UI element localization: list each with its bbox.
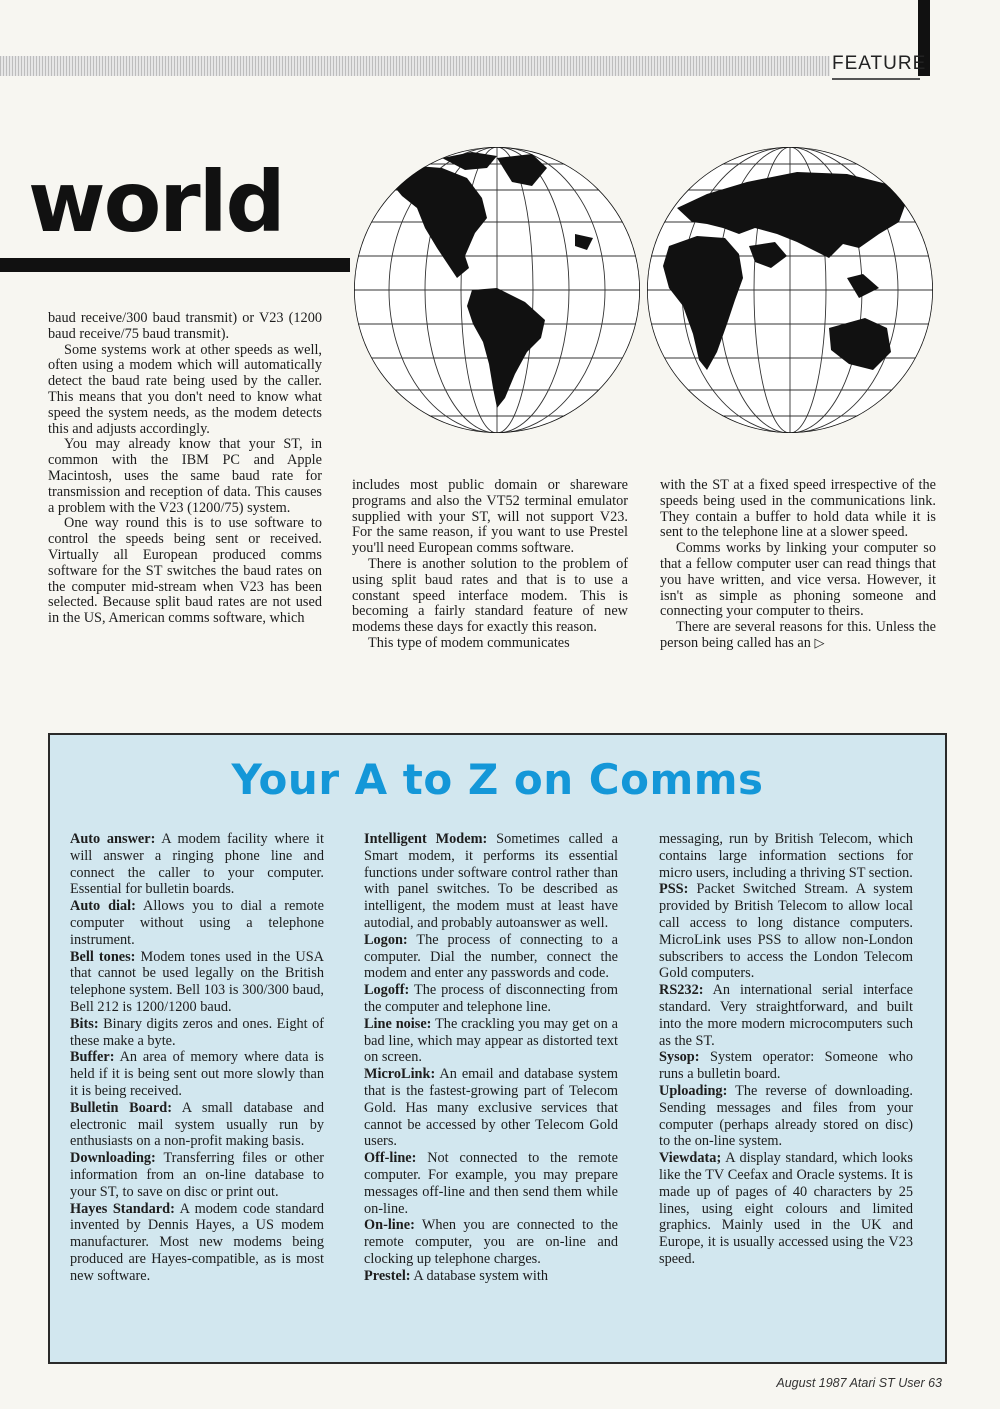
glossary-term: On-line: [364,1217,415,1234]
glossary-term: RS232: [659,982,704,999]
paragraph-text: There are several reasons for this. Unless the person being called has an [660,619,936,651]
article-column-1 [48,311,322,627]
glossary-term: Bell tones: [70,948,136,965]
headline-bar [0,258,350,272]
paragraph: includes most public domain or shareware programs and also the VT52 terminal emulator supplied with your ST, will not support V23. For the same reason, if you want to use Prestel you'll need European comms software. [352,477,628,557]
glossary-definition: Transferring files or other information from an on-line database to your ST, to save on disc or print out. [70,1150,324,1200]
glossary-entry [70,1201,324,1285]
western-hemisphere-globe [347,147,647,433]
glossary-entry [70,1150,324,1200]
glossary-definition: Allows you to dial a remote computer without using a telephone instrument. [70,898,324,948]
glossary-entry [659,881,913,982]
paragraph: This type of modem communicates [368,634,570,651]
glossary-entry [364,1066,618,1150]
glossary-entry [364,1217,618,1267]
glossary-entry [70,831,324,898]
glossary-entry [70,949,324,1016]
eastern-hemisphere-globe [642,147,937,433]
glossary-entry [364,1150,618,1217]
section-underline [832,78,920,80]
page-footer: August 1987 Atari ST User 63 [776,1376,942,1390]
paragraph: Some systems work at other speeds as well, often using a modem which will automatically detect the baud rate being used by the caller. This means that you don't need to know what speed the system needs, as the modem detects this and adjusts accordingly. [48,341,322,437]
glossary-definition: A display standard, which looks like the TV Ceefax and Oracle systems. It is made up of pages of 40 characters by 25 lines, using eight colours and limited graphics. Mainly used in the UK and Europe, it is usually accessed using the V23 speed. [659,1150,913,1267]
glossary-column-2 [364,831,618,1285]
glossary-term: MicroLink: [364,1066,436,1083]
glossary-term: Bulletin Board: [70,1099,172,1116]
glossary-definition: Not connected to the remote computer. For example, you may prepare messages off-line and then send them while on-line. [364,1150,618,1217]
glossary-definition: Binary digits zeros and ones. Eight of these make a byte. [70,1015,324,1049]
paragraph: You may already know that your ST, in common with the IBM PC and Apple Macintosh, uses the same baud rate for transmission and reception of data. This causes a problem with the V23 (1200/75) system. [48,436,322,516]
glossary-term: Intelligent Modem: [364,831,488,847]
glossary-definition: An international serial interface standard. Very straightforward, and built into the more modern microcomputers such as the ST. [659,982,913,1049]
glossary-entry [659,1049,913,1083]
glossary-entry [70,898,324,948]
glossary-term: Auto dial: [70,898,136,915]
paragraph [660,620,936,652]
continue-arrow-icon: ▷ [814,635,825,651]
glossary-definition: The crackling you may get on a bad line, which may appear as distorted text on screen. [364,1015,618,1066]
glossary-term: Uploading: [659,1082,728,1099]
glossary-term: Viewdata; [659,1150,722,1167]
glossary-term: PSS: [659,881,689,898]
glossary-entry [364,1016,618,1066]
glossary-definition: A modem code standard invented by Dennis Hayes, a US modem manufacturer. Most new modems being produced are Hayes-compatible, as is most new software. [70,1200,324,1284]
glossary-entry [659,1083,913,1150]
glossary-definition: Sometimes called a Smart modem, it performs its essential functions under software control rather than with panel switches. To be described as intelligent, the modem must at least have autodial, and probably autoanswer as well. [364,831,618,931]
glossary-definition: Modem tones used in the USA that cannot be used legally on the British telephone system. Bell 103 is 300/300 baud, Bell 212 is 1200/1200 baud. [70,948,324,1015]
glossary-definition: A modem facility where it will answer a ringing phone line and connect the caller to your computer. Essential for bulletin boards. [70,831,324,898]
glossary-entry [70,1100,324,1150]
section-label: FEATURE [832,53,927,74]
glossary-column-3 [659,831,913,1268]
glossary-definition: An area of memory where data is held if it is being sent out more slowly than it is being received. [70,1049,324,1099]
article-column-2 [352,478,628,652]
glossary-term: Auto answer: [70,831,156,847]
glossary-definition: Packet Switched Stream. A system provided by British Telecom to allow local call access to long distance computers. MicroLink uses PSS to allow non-London subscribers to access the London Telecom Gold computers. [659,881,913,982]
world-globes-illustration [347,138,937,438]
glossary-definition: When you are connected to the remote computer, you are on-line and clocking up telephone charges. [364,1217,618,1267]
glossary-term: Logon: [364,931,408,948]
glossary-definition: An email and database system that is the fastest-growing part of Telecom Gold. Has many exclusive services that cannot be accessed by other Telecom Gold users. [364,1066,618,1150]
glossary-term: Prestel: [364,1267,411,1284]
glossary-entry [70,1049,324,1099]
paragraph: One way round this is to use software to control the speeds being sent or received. Virtually all European produced comms software for the ST switches the baud rates on the computer mid-stream when V23 has been selected. Because split baud rates are not used in the US, American comms software, which [48,515,322,627]
paragraph: There is another solution to the problem of using split baud rates and that is to use a constant speed interface modem. This is becoming a fairly standard feature of new modems these days for exactly this reason. [352,555,628,636]
glossary-term: Buffer: [70,1049,115,1066]
glossary-term: Line noise: [364,1015,432,1032]
glossary-term: Downloading: [70,1150,156,1167]
glossary-entry [70,1016,324,1050]
glossary-title: Your A to Z on Comms [231,755,764,804]
glossary-definition: The process of connecting to a computer. Dial the number, connect the modem and enter any passwords and code. [364,931,618,982]
glossary-term: Logoff: [364,982,410,999]
glossary-definition: System operator: Someone who runs a bulletin board. [659,1049,913,1083]
glossary-entry [659,1150,913,1268]
glossary-entry [659,831,913,881]
glossary-definition: A database system with [410,1267,548,1284]
glossary-entry [364,982,618,1016]
glossary-definition: messaging, run by British Telecom, which contains large information sections for micro users, including a thriving ST section. [659,831,913,881]
glossary-term: Off-line: [364,1150,417,1167]
glossary-term: Sysop: [659,1049,700,1066]
paragraph: with the ST at a fixed speed irrespective of the speeds being used in the communications link. They contain a buffer to hold data while it is sent to the telephone line at a slower speed. [660,477,936,541]
glossary-definition: The process of disconnecting from the computer and telephone line. [364,982,618,1015]
paragraph: baud receive/300 baud transmit) or V23 (1200 baud receive/75 baud transmit). [48,310,322,342]
glossary-definition: The reverse of downloading. Sending messages and files from your computer (perhaps already stored on disc) to the on-line system. [659,1082,913,1150]
glossary-entry [364,831,618,932]
glossary-entry [364,932,618,982]
headline: world [28,153,284,251]
header-band [0,56,830,76]
article-column-3 [660,478,936,652]
glossary-term: Bits: [70,1015,99,1032]
glossary-entry [364,1268,618,1285]
glossary-term: Hayes Standard: [70,1200,175,1217]
glossary-entry [659,982,913,1049]
glossary-column-1 [70,831,324,1285]
glossary-definition: A small database and electronic mail system usually run by enthusiasts on a non-profit making basis. [70,1099,324,1150]
paragraph: Comms works by linking your computer so that a fellow computer user can read things that you have written, and vice versa. However, it isn't as simple as phoning someone and connecting your computer to theirs. [660,540,936,620]
